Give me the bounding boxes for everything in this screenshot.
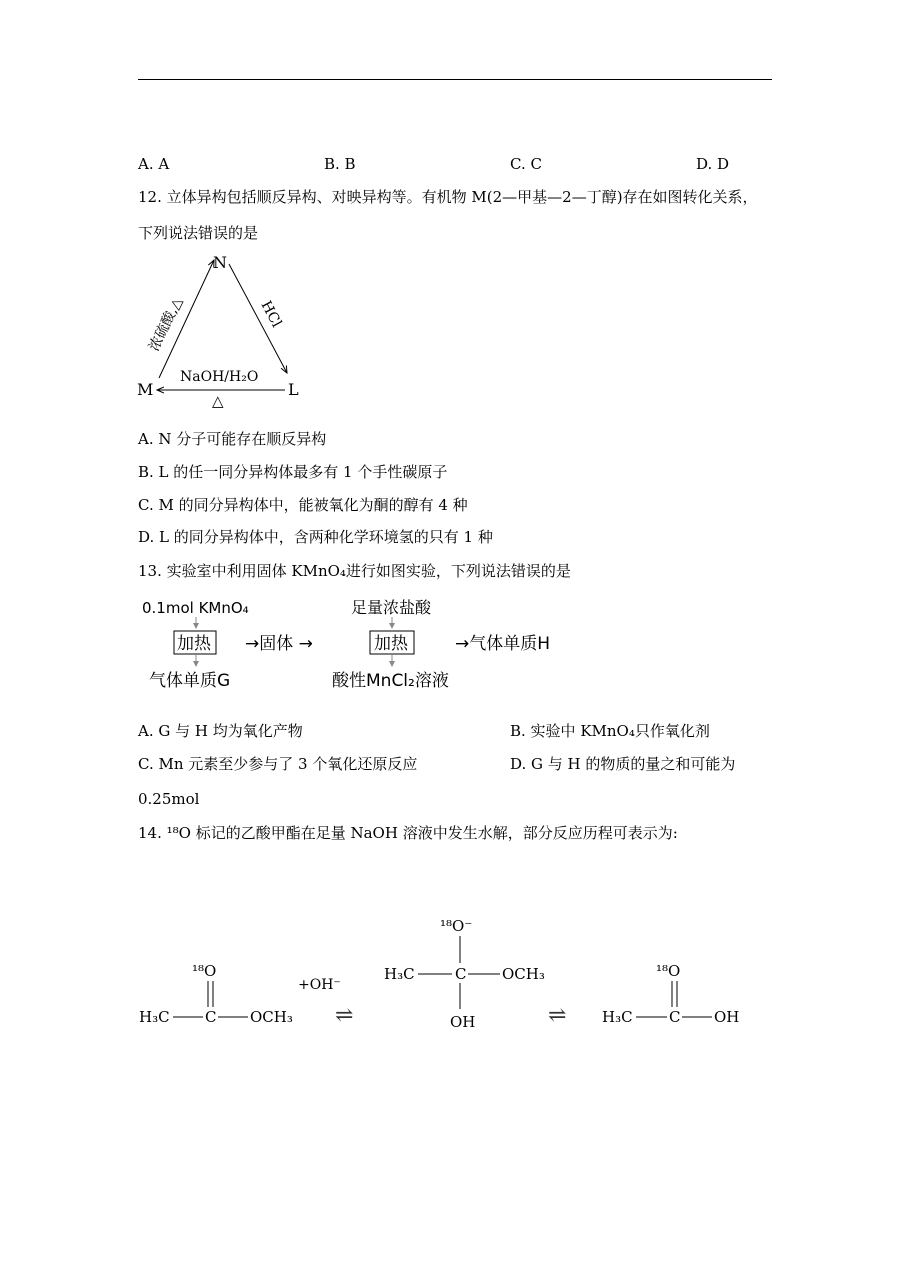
q13-option-a: A. G 与 H 均为氧化产物 [138,722,303,740]
q14-intermediate-oh: OH [450,1013,476,1031]
q12-option-d: D. L 的同分异构体中，含两种化学环境氢的只有 1 种 [138,528,493,546]
q13-gas-g: 气体单质G [149,671,231,691]
q13-heat1: 加热 [177,634,211,654]
q12-stem-line2: 下列说法错误的是 [138,224,259,242]
q13-option-b: B. 实验中 KMnO₄只作氧化剂 [510,722,710,740]
q14-intermediate-c: C [455,965,467,983]
q14-ester-och3: OCH₃ [250,1008,293,1026]
q14-intermediate-h3c: H₃C [384,965,415,983]
q12-label-m-n: 浓硫酸,△ [146,295,186,354]
q14-intermediate-och3: OCH₃ [502,965,545,983]
q12-triangle-diagram [130,250,320,410]
q12-option-c: C. M 的同分异构体中，能被氧化为酮的醇有 4 种 [138,496,468,514]
q14-acid-c: C [669,1008,681,1026]
q11-option-c: C. C [510,155,542,173]
q13-option-d: D. G 与 H 的物质的量之和可能为 [510,755,736,773]
q14-acid-o: ¹⁸O [656,962,681,980]
q13-gas-h: →气体单质H [455,634,551,654]
q11-option-a: A. A [138,155,170,173]
q14-stem: 14. ¹⁸O 标记的乙酸甲酯在足量 NaOH 溶液中发生水解，部分反应历程可表示为: [138,824,678,842]
q11-option-b: B. B [324,155,356,173]
q14-acid-h3c: H₃C [602,1008,633,1026]
q14-equilibrium-arrow-2: ⇌ [548,1003,567,1028]
q14-ester-h3c: H₃C [139,1008,170,1026]
q12-node-n: N [213,253,227,272]
q12-stem-line1: 12. 立体异构包括顺反异构、对映异构等。有机物 M(2—甲基—2—丁醇)存在如图转化关系， [138,188,758,206]
q14-intermediate-o: ¹⁸O⁻ [440,917,473,935]
q14-ester-c: C [205,1008,217,1026]
q12-node-l: L [288,380,299,399]
q13-solution: 酸性MnCl₂溶液 [332,671,449,691]
q14-equilibrium-arrow-1: ⇌ [335,1003,354,1028]
q14-acid-oh: OH [714,1008,740,1026]
q14-ester-o: ¹⁸O [192,962,217,980]
q14-plus-hydroxide: +OH⁻ [298,977,341,993]
q12-label-l-m-top: NaOH/H₂O [180,369,259,385]
q13-option-c: C. Mn 元素至少参与了 3 个氧化还原反应 [138,755,418,773]
q13-heat2: 加热 [374,634,408,654]
q13-reagent: 足量浓盐酸 [351,598,432,617]
q12-label-l-m-bottom: △ [212,392,224,410]
q13-flow-diagram [138,592,578,697]
q13-solid: →固体 → [245,634,313,654]
q12-option-b: B. L 的任一同分异构体最多有 1 个手性碳原子 [138,463,448,481]
header-rule [138,79,772,80]
q13-stem: 13. 实验室中利用固体 KMnO₄进行如图实验，下列说法错误的是 [138,562,571,580]
q13-flow-start: 0.1mol KMnO₄ [142,599,249,617]
q12-label-n-l: HCl [257,298,285,331]
q12-option-a: A. N 分子可能存在顺反异构 [138,430,327,448]
q14-reaction-scheme [130,905,770,1040]
q13-option-d-continued: 0.25mol [138,790,200,808]
q11-option-d: D. D [696,155,730,173]
q12-node-m: M [137,380,154,399]
